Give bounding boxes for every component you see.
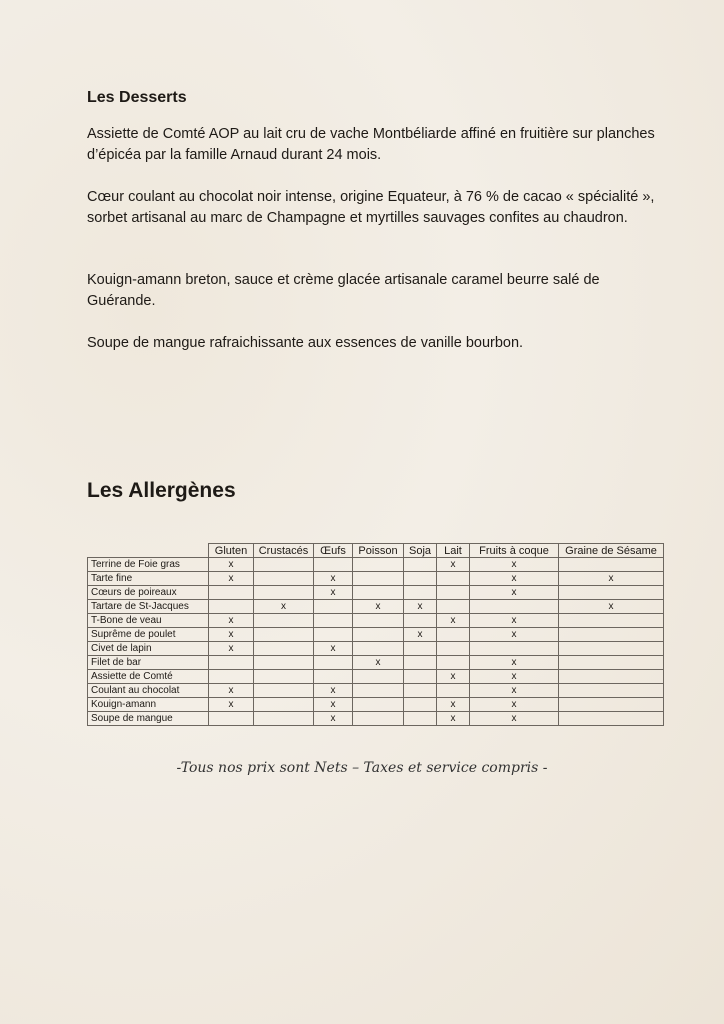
allergen-cell [254, 698, 314, 712]
allergen-cell [404, 572, 437, 586]
allergen-cell: x [559, 600, 664, 614]
dish-name: Tarte fine [88, 572, 209, 586]
allergen-cell: x [470, 670, 559, 684]
allergen-cell [470, 642, 559, 656]
allergens-table [87, 543, 664, 726]
allergen-cell: x [470, 586, 559, 600]
table-row [88, 586, 664, 600]
allergen-cell [437, 642, 470, 656]
allergen-cell [254, 670, 314, 684]
allergen-cell [559, 614, 664, 628]
allergen-cell: x [314, 572, 353, 586]
allergen-cell [437, 600, 470, 614]
column-header: Poisson [353, 544, 404, 558]
table-row [88, 656, 664, 670]
corner-cell [88, 544, 209, 558]
allergen-cell [353, 642, 404, 656]
allergen-cell: x [209, 642, 254, 656]
allergen-cell: x [314, 712, 353, 726]
column-header: Œufs [314, 544, 353, 558]
allergen-cell [254, 628, 314, 642]
allergen-cell [559, 670, 664, 684]
allergen-cell: x [437, 614, 470, 628]
allergen-cell: x [437, 670, 470, 684]
table-row [88, 600, 664, 614]
dish-name: Coulant au chocolat [88, 684, 209, 698]
allergen-cell [437, 572, 470, 586]
dessert-item: Soupe de mangue rafraichissante aux essences de vanille bourbon. [87, 335, 524, 351]
dish-name: Tartare de St-Jacques [88, 600, 209, 614]
allergen-cell [254, 656, 314, 670]
allergen-cell [254, 572, 314, 586]
dish-name: T-Bone de veau [88, 614, 209, 628]
allergen-cell [353, 712, 404, 726]
allergen-cell [254, 586, 314, 600]
allergen-cell [254, 614, 314, 628]
allergen-cell [209, 656, 254, 670]
allergen-cell: x [209, 628, 254, 642]
table-row [88, 628, 664, 642]
allergen-cell: x [559, 572, 664, 586]
dish-name: Terrine de Foie gras [88, 558, 209, 572]
allergen-cell: x [209, 558, 254, 572]
column-header: Graine de Sésame [559, 544, 664, 558]
allergen-cell [254, 558, 314, 572]
allergen-cell [559, 628, 664, 642]
allergen-cell [209, 600, 254, 614]
allergen-cell [404, 712, 437, 726]
allergen-cell: x [353, 656, 404, 670]
column-header: Gluten [209, 544, 254, 558]
allergen-cell [353, 684, 404, 698]
allergen-cell [559, 558, 664, 572]
allergen-cell: x [437, 712, 470, 726]
dish-name: Cœurs de poireaux [88, 586, 209, 600]
allergen-cell [353, 698, 404, 712]
allergen-cell [314, 656, 353, 670]
allergen-cell [559, 712, 664, 726]
desserts-title: Les Desserts [87, 89, 187, 106]
allergen-cell [559, 656, 664, 670]
allergen-cell [353, 586, 404, 600]
allergen-cell [314, 670, 353, 684]
allergen-cell [254, 712, 314, 726]
dish-name: Civet de lapin [88, 642, 209, 656]
allergen-cell [404, 614, 437, 628]
dessert-item: Kouign-amann breton, sauce et crème glacée artisanale caramel beurre salé de Guérande. [87, 272, 600, 309]
allergen-cell: x [437, 558, 470, 572]
allergen-cell: x [404, 600, 437, 614]
allergen-cell [559, 684, 664, 698]
allergen-cell [209, 586, 254, 600]
allergen-cell [314, 614, 353, 628]
table-row [88, 572, 664, 586]
allergen-cell [559, 698, 664, 712]
allergen-cell [314, 558, 353, 572]
table-row [88, 614, 664, 628]
dish-name: Soupe de mangue [88, 712, 209, 726]
column-header: Crustacés [254, 544, 314, 558]
allergen-cell: x [254, 600, 314, 614]
allergen-cell [404, 586, 437, 600]
dessert-item: Assiette de Comté AOP au lait cru de vache Montbéliarde affiné en fruitière sur planches d’épicéa par la famille Arnaud durant 24 mois. [87, 126, 655, 163]
allergen-cell: x [437, 698, 470, 712]
table-row [88, 670, 664, 684]
allergen-cell [314, 628, 353, 642]
allergen-cell: x [209, 684, 254, 698]
allergen-cell: x [314, 684, 353, 698]
allergen-cell [353, 614, 404, 628]
allergen-cell: x [470, 572, 559, 586]
allergen-cell [437, 628, 470, 642]
allergen-cell [254, 642, 314, 656]
table-row [88, 684, 664, 698]
allergen-cell [559, 642, 664, 656]
allergen-cell [404, 698, 437, 712]
dish-name: Suprême de poulet [88, 628, 209, 642]
allergen-cell [437, 586, 470, 600]
allergen-cell [254, 684, 314, 698]
allergen-cell [470, 600, 559, 614]
column-header: Fruits à coque [470, 544, 559, 558]
column-header: Lait [437, 544, 470, 558]
allergen-cell: x [470, 712, 559, 726]
allergen-cell: x [470, 614, 559, 628]
allergen-cell [437, 656, 470, 670]
allergen-cell [404, 684, 437, 698]
allergen-cell: x [470, 656, 559, 670]
allergens-title: Les Allergènes [87, 479, 236, 502]
table-row [88, 712, 664, 726]
table-row [88, 698, 664, 712]
allergen-cell: x [209, 572, 254, 586]
allergen-cell [314, 600, 353, 614]
allergen-cell: x [209, 698, 254, 712]
allergen-cell: x [470, 698, 559, 712]
allergen-cell: x [314, 698, 353, 712]
footer-note: -Tous nos prix sont Nets – Taxes et service compris - [176, 760, 548, 776]
allergen-cell: x [353, 600, 404, 614]
allergen-cell [353, 558, 404, 572]
table-row [88, 558, 664, 572]
allergen-cell: x [209, 614, 254, 628]
allergen-cell [404, 670, 437, 684]
dish-name: Assiette de Comté [88, 670, 209, 684]
allergen-cell [209, 670, 254, 684]
column-header: Soja [404, 544, 437, 558]
dessert-item: Cœur coulant au chocolat noir intense, origine Equateur, à 76 % de cacao « spécialité », sorbet artisanal au marc de Champagne et myrtilles sauvages confites au chaudron. [87, 189, 655, 226]
allergen-cell [209, 712, 254, 726]
allergen-cell: x [314, 586, 353, 600]
allergen-cell: x [470, 684, 559, 698]
allergen-cell: x [404, 628, 437, 642]
allergen-cell [559, 586, 664, 600]
allergen-cell [353, 628, 404, 642]
allergen-cell: x [314, 642, 353, 656]
allergen-cell: x [470, 558, 559, 572]
allergen-cell [404, 656, 437, 670]
allergen-cell [437, 684, 470, 698]
table-row [88, 642, 664, 656]
allergen-cell [404, 558, 437, 572]
dish-name: Filet de bar [88, 656, 209, 670]
allergen-cell [353, 572, 404, 586]
allergen-cell [353, 670, 404, 684]
allergen-cell: x [470, 628, 559, 642]
dish-name: Kouign-amann [88, 698, 209, 712]
allergen-cell [404, 642, 437, 656]
